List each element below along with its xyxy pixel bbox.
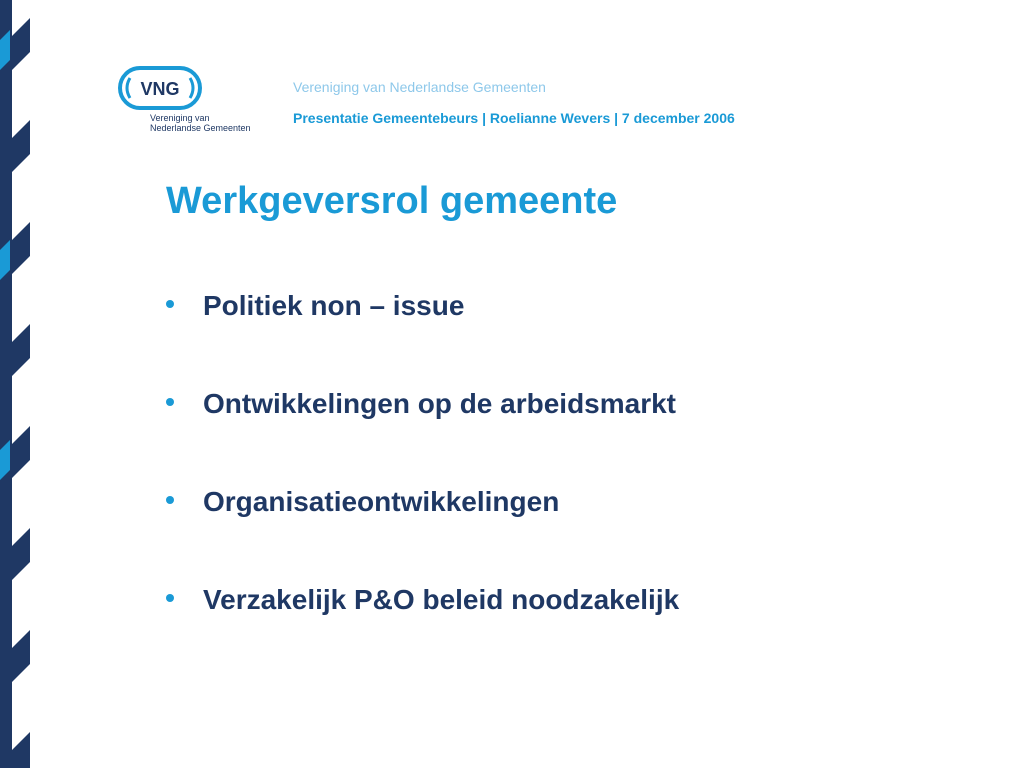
bullet-dot-icon (166, 398, 174, 406)
vng-logo-badge-text: VNG (140, 79, 180, 99)
side-stripe-decoration (0, 0, 30, 768)
header-presentation-info: Presentatie Gemeentebeurs | Roelianne Wevers | 7 december 2006 (293, 110, 735, 126)
vng-logo-badge (118, 66, 202, 110)
header-organization: Vereniging van Nederlandse Gemeenten (293, 79, 546, 95)
bullet-dot-icon (166, 594, 174, 602)
vng-logo-text (150, 113, 251, 133)
bullet-text: Politiek non – issue (203, 290, 465, 321)
slide-title: Werkgeversrol gemeente (166, 180, 618, 222)
vng-logo-line2: Nederlandse Gemeenten (150, 123, 251, 133)
bullet-text: Verzakelijk P&O beleid noodzakelijk (203, 584, 680, 615)
bullet-text: Ontwikkelingen op de arbeidsmarkt (203, 388, 677, 419)
vng-logo (118, 66, 258, 138)
vng-logo-line1: Vereniging van (150, 113, 210, 123)
bullet-dot-icon (166, 496, 174, 504)
bullet-dot-icon (166, 300, 174, 308)
bullet-text: Organisatieontwikkelingen (203, 486, 560, 517)
